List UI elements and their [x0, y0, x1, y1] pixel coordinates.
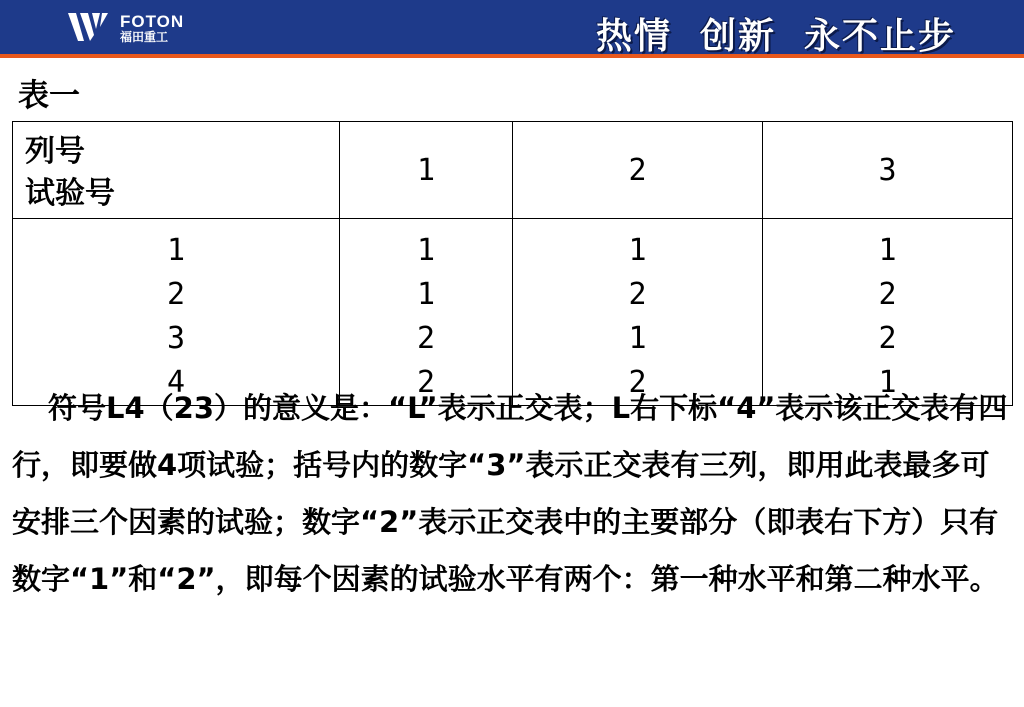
- orthogonal-table: [12, 121, 1013, 406]
- table-header-row: [13, 122, 1013, 219]
- column-2-cell: [513, 219, 763, 406]
- foton-logo-icon: [66, 9, 110, 45]
- level-value: 2: [878, 277, 897, 312]
- column-header: 1: [340, 122, 513, 219]
- level-value: 1: [628, 233, 647, 268]
- slogan-word: 永不止步: [803, 15, 956, 57]
- header-corner-cell: [13, 122, 340, 219]
- trial-number: 1: [166, 233, 186, 268]
- slogan-word: 创新: [699, 15, 776, 57]
- table-body-row: [13, 219, 1013, 406]
- trial-number-label: 试验号: [25, 176, 115, 211]
- explanation-paragraph: 符号L4（23）的意义是：“L”表示正交表；L右下标“4”表示该正交表有四行，即要做4项试验；括号内的数字“3”表示正交表有三列，即用此表最多可安排三个因素的试验；数字“2”表示正交表中的主要部分（即表右下方）只有数字“1”和“2”，即每个因素的试验水平有两个：第一种水平和第二种水平。: [12, 391, 1008, 596]
- brand-en: FOTON: [120, 12, 185, 31]
- column-3-cell: [763, 219, 1013, 406]
- column-header: 3: [763, 122, 1013, 219]
- level-value: 1: [878, 233, 897, 268]
- brand-cn: 福田重工: [120, 30, 169, 44]
- slogan-word: 热情: [595, 15, 672, 57]
- slogan: [596, 8, 956, 59]
- level-value: 2: [416, 365, 436, 400]
- trial-number-cell: [13, 219, 340, 406]
- level-value: 2: [416, 321, 436, 356]
- level-value: 1: [628, 321, 647, 356]
- trial-number: 3: [166, 321, 186, 356]
- level-value: 2: [628, 365, 647, 400]
- column-1-cell: [340, 219, 513, 406]
- level-value: 2: [878, 321, 897, 356]
- trial-number: 4: [166, 365, 186, 400]
- level-value: 1: [416, 277, 436, 312]
- level-value: 1: [416, 233, 436, 268]
- table-title: 表一: [18, 78, 80, 114]
- level-value: 2: [628, 277, 647, 312]
- column-number-label: 列号: [25, 134, 85, 169]
- level-value: 1: [878, 365, 897, 400]
- brand-name: [120, 13, 184, 44]
- trial-number: 2: [166, 277, 186, 312]
- header-banner: [0, 0, 1024, 58]
- column-header: 2: [513, 122, 763, 219]
